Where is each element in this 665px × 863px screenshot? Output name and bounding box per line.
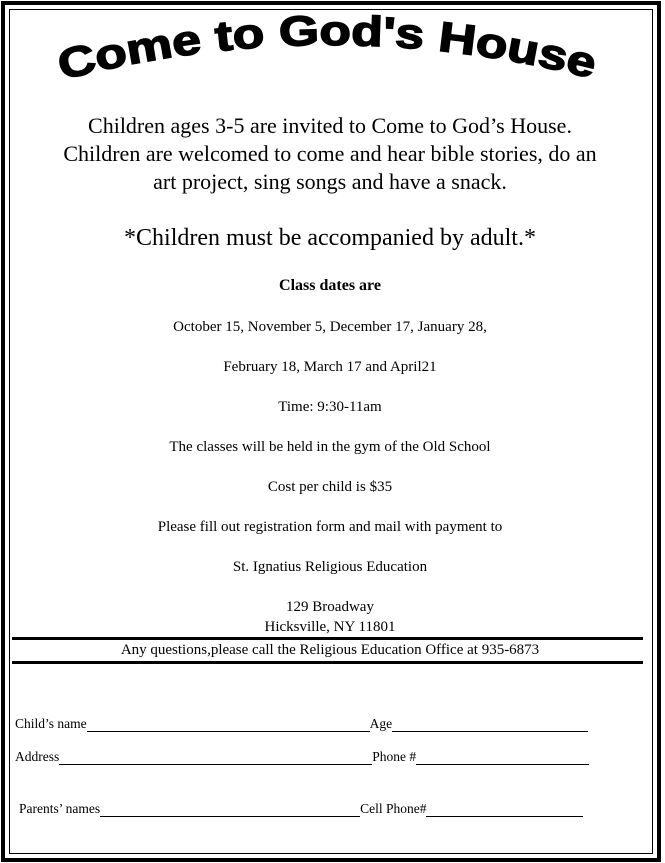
svg-text:Come to God's House — [53, 7, 601, 89]
dates-line-1: October 15, November 5, December 17, January 28, — [173, 319, 487, 335]
intro-line-1: Children ages 3-5 are invited to Come to God’s House. — [88, 113, 572, 138]
mail-instructions: Please fill out registration form and mail with payment to — [157, 519, 503, 535]
cell-phone-label: Cell Phone# — [360, 801, 427, 816]
form-row-address — [15, 749, 589, 765]
class-cost: Cost per child is $35 — [267, 479, 393, 495]
address-street: 129 Broadway — [286, 599, 374, 615]
address-org: St. Ignatius Religious Education — [232, 559, 428, 575]
form-row-child — [15, 716, 588, 732]
parents-names-label: Parents’ names — [19, 801, 101, 816]
address-city: Hicksville, NY 11801 — [264, 619, 396, 635]
accompany-notice: *Children must be accompanied by adult.* — [124, 225, 536, 251]
class-time: Time: 9:30-11am — [278, 399, 382, 415]
age-field[interactable] — [392, 719, 588, 732]
form-row-parents — [19, 801, 583, 817]
child-name-label: Child’s name — [15, 716, 87, 731]
address-label: Address — [15, 749, 60, 764]
dates-line-2: February 18, March 17 and April21 — [223, 359, 437, 375]
cell-phone-field[interactable] — [426, 804, 583, 817]
intro-line-3: art project, sing songs and have a snack. — [153, 169, 507, 194]
class-dates-heading: Class dates are — [279, 277, 381, 294]
divider-top — [12, 637, 643, 640]
divider-bottom — [12, 661, 643, 664]
parents-names-field[interactable] — [100, 804, 360, 817]
intro-line-2: Children are welcomed to come and hear bible stories, do an — [63, 141, 597, 166]
arched-title — [0, 0, 665, 100]
child-name-field[interactable] — [87, 719, 370, 732]
age-label: Age — [369, 716, 393, 731]
phone-label: Phone # — [372, 749, 417, 764]
class-location: The classes will be held in the gym of the Old School — [169, 439, 491, 455]
questions-contact: Any questions,please call the Religious Education Office at 935-6873 — [120, 642, 540, 658]
address-field[interactable] — [59, 752, 372, 765]
phone-field[interactable] — [416, 752, 589, 765]
title-text: Come to God's House — [53, 6, 596, 89]
